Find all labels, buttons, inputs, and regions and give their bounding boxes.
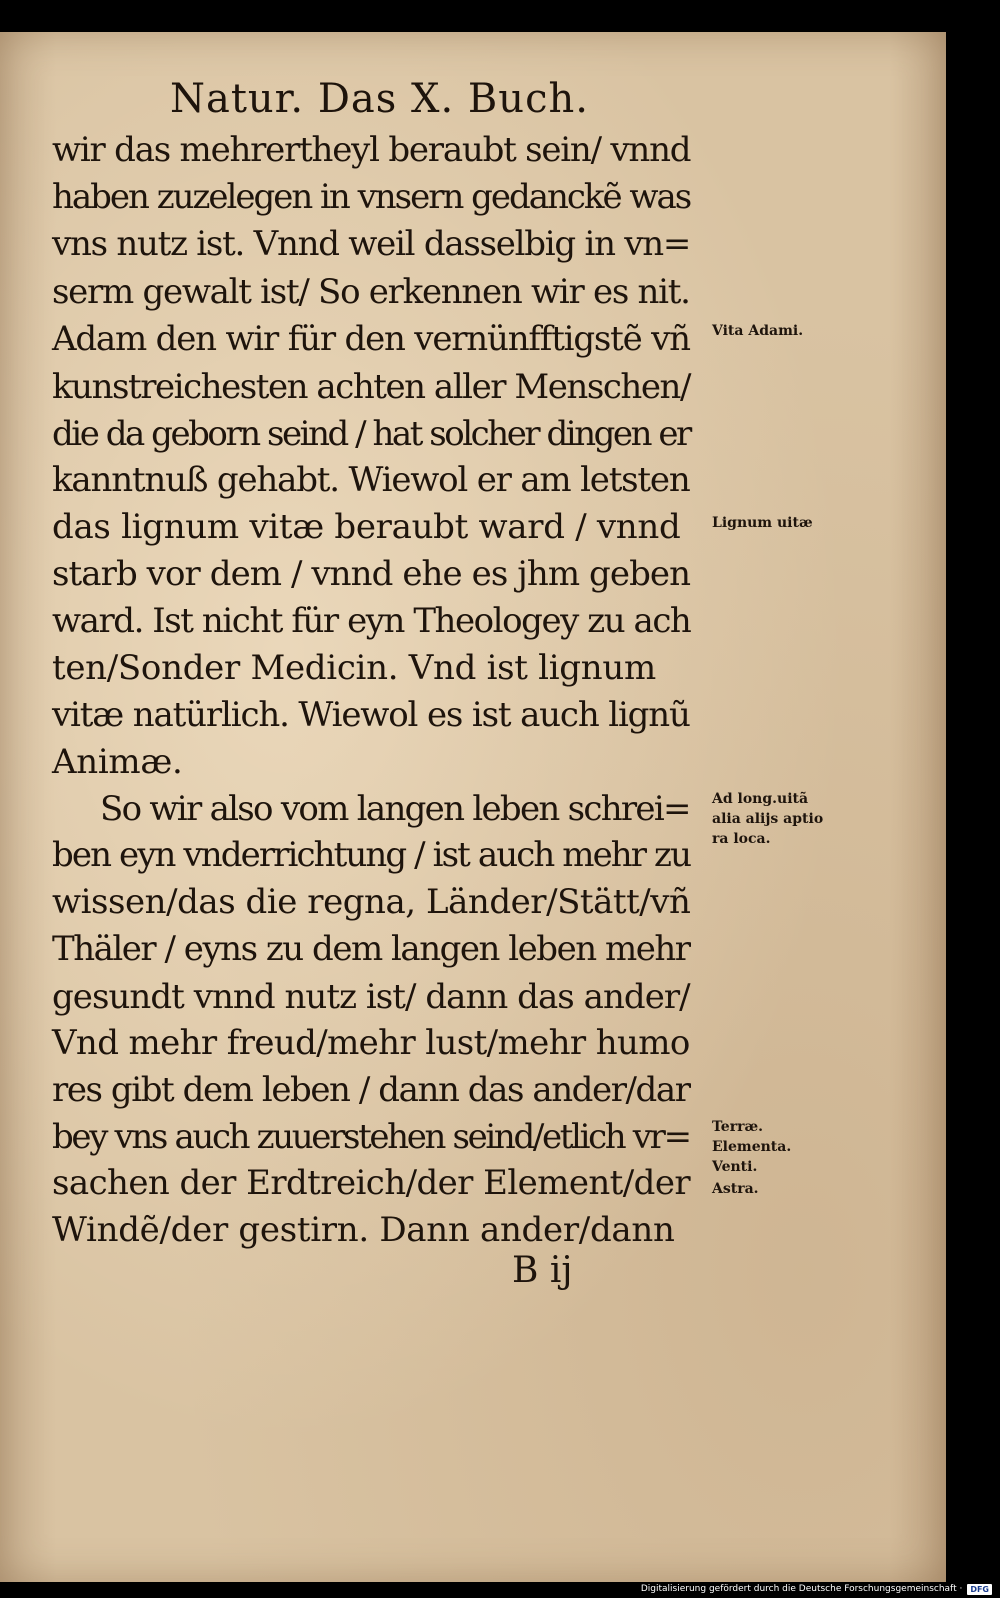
text-line: vitæ natürlich. Wiewol es ist auch lignũ	[52, 695, 690, 735]
text-line: Windẽ/der gestirn. Dann ander/dann	[52, 1210, 675, 1250]
text-line: serm gewalt ist/ So erkennen wir es nit.	[52, 272, 690, 312]
footer-text: Digitalisierung gefördert durch die Deutsche Forschungsgemeinschaft ·	[640, 1584, 963, 1594]
text-line: die da geborn seind / hat solcher dingen er	[52, 414, 690, 454]
marginal-note: Elementa.	[712, 1139, 792, 1155]
text-line: ward. Ist nicht für eyn Theologey zu ach	[52, 601, 691, 641]
text-line: ten/Sonder Medicin. Vnd ist lignum	[52, 648, 656, 688]
text-line: kunstreichesten achten aller Menschen/	[52, 367, 690, 407]
text-line: gesundt vnnd nutz ist/ dann das ander/	[52, 977, 690, 1017]
text-line: bey vns auch zuuerstehen seind/etlich vr=	[52, 1117, 690, 1157]
text-line: Thäler / eyns zu dem langen leben mehr	[52, 929, 690, 969]
signature-mark: B ij	[512, 1250, 573, 1291]
text-line: sachen der Erdtreich/der Element/der	[52, 1163, 691, 1203]
marginal-note: Ad long.uitã	[712, 791, 809, 807]
text-line: ben eyn vnderrichtung / ist auch mehr zu	[52, 835, 691, 875]
marginal-note: alia alijs aptio	[712, 811, 824, 827]
marginal-note: Astra.	[712, 1181, 759, 1197]
marginal-note: Venti.	[712, 1159, 758, 1175]
running-head: Natur. Das X. Buch.	[170, 76, 589, 122]
marginal-note: ra loca.	[712, 831, 771, 847]
digitization-footer	[641, 1582, 992, 1596]
text-line: kanntnuß gehabt. Wiewol er am letsten	[52, 460, 690, 500]
text-line: wir das mehrertheyl beraubt sein/ vnnd	[52, 130, 691, 170]
text-line: Adam den wir für den vernünfftigstẽ vñ	[52, 319, 690, 359]
text-line: das lignum vitæ beraubt ward / vnnd	[52, 507, 681, 547]
text-line: Vnd mehr freud/mehr lust/mehr humo	[52, 1023, 690, 1063]
text-line: haben zuzelegen in vnsern gedanckẽ was	[52, 177, 691, 217]
text-line: vns nutz ist. Vnnd weil dasselbig in vn=	[52, 224, 691, 264]
text-line: starb vor dem / vnnd ehe es jhm geben	[52, 554, 691, 594]
text-line: So wir also vom langen leben schrei=	[100, 789, 690, 829]
text-line: wissen/das die regna, Länder/Stätt/vñ	[52, 882, 691, 922]
marginal-note: Vita Adami.	[712, 323, 804, 339]
dfg-logo-icon: DFG	[967, 1584, 992, 1595]
text-line: res gibt dem leben / dann das ander/dar	[52, 1070, 690, 1110]
text-line: Animæ.	[52, 742, 183, 782]
marginal-note: Lignum uitæ	[712, 515, 813, 531]
marginal-note: Terræ.	[712, 1119, 763, 1135]
